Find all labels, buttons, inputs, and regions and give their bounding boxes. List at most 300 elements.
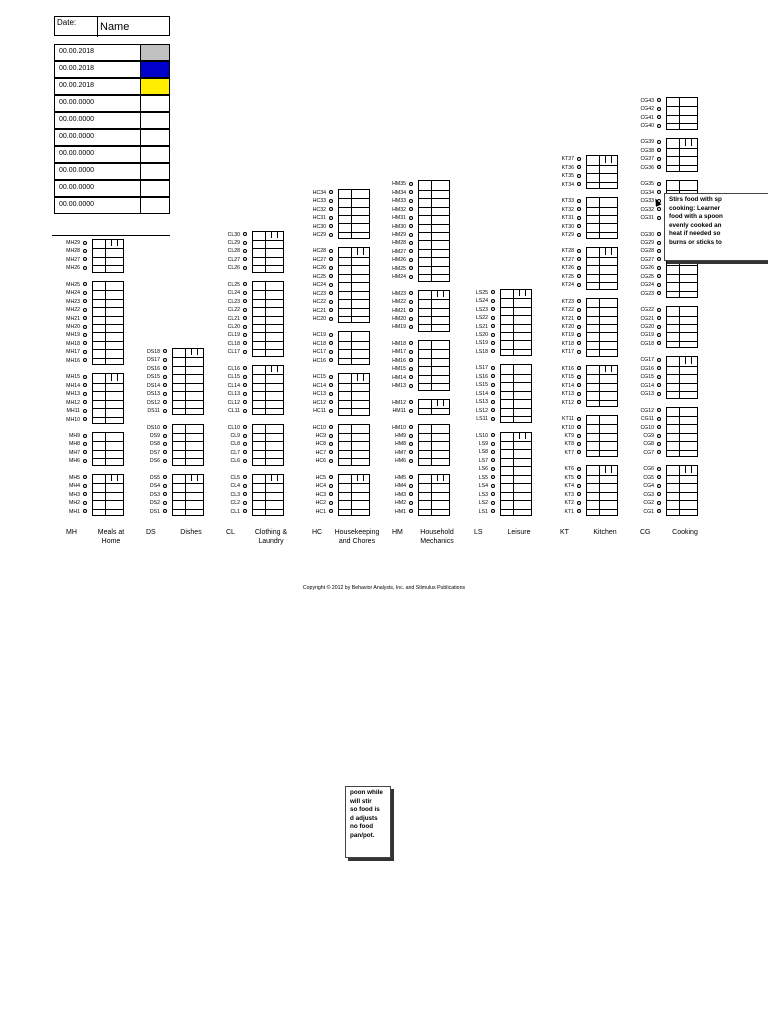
item-status-circle-icon[interactable] bbox=[491, 408, 495, 412]
item-status-circle-icon[interactable] bbox=[243, 450, 247, 454]
item-status-circle-icon[interactable] bbox=[163, 409, 167, 413]
item-status-circle-icon[interactable] bbox=[657, 366, 661, 370]
item-status-circle-icon[interactable] bbox=[163, 375, 167, 379]
item-status-circle-icon[interactable] bbox=[83, 316, 87, 320]
item-status-circle-icon[interactable] bbox=[409, 350, 413, 354]
item-status-circle-icon[interactable] bbox=[409, 367, 413, 371]
item-status-circle-icon[interactable] bbox=[657, 257, 661, 261]
item-status-circle-icon[interactable] bbox=[329, 291, 333, 295]
item-status-circle-icon[interactable] bbox=[657, 140, 661, 144]
item-status-circle-icon[interactable] bbox=[577, 249, 581, 253]
item-status-circle-icon[interactable] bbox=[243, 350, 247, 354]
item-status-circle-icon[interactable] bbox=[329, 400, 333, 404]
item-status-circle-icon[interactable] bbox=[577, 165, 581, 169]
item-status-circle-icon[interactable] bbox=[329, 199, 333, 203]
item-status-circle-icon[interactable] bbox=[657, 107, 661, 111]
item-status-circle-icon[interactable] bbox=[409, 409, 413, 413]
item-status-circle-icon[interactable] bbox=[577, 174, 581, 178]
item-status-circle-icon[interactable] bbox=[83, 308, 87, 312]
item-status-circle-icon[interactable] bbox=[163, 501, 167, 505]
item-status-circle-icon[interactable] bbox=[329, 266, 333, 270]
item-status-circle-icon[interactable] bbox=[163, 425, 167, 429]
item-status-circle-icon[interactable] bbox=[491, 341, 495, 345]
item-status-circle-icon[interactable] bbox=[329, 425, 333, 429]
item-status-circle-icon[interactable] bbox=[409, 224, 413, 228]
item-status-circle-icon[interactable] bbox=[577, 233, 581, 237]
item-status-circle-icon[interactable] bbox=[409, 182, 413, 186]
item-status-circle-icon[interactable] bbox=[243, 249, 247, 253]
item-status-circle-icon[interactable] bbox=[409, 300, 413, 304]
item-status-circle-icon[interactable] bbox=[409, 317, 413, 321]
item-status-circle-icon[interactable] bbox=[243, 341, 247, 345]
score-box[interactable] bbox=[172, 474, 204, 516]
item-status-circle-icon[interactable] bbox=[657, 492, 661, 496]
item-status-circle-icon[interactable] bbox=[491, 458, 495, 462]
item-status-circle-icon[interactable] bbox=[243, 484, 247, 488]
legend-date[interactable]: 00.00.0000 bbox=[59, 167, 95, 174]
item-status-circle-icon[interactable] bbox=[329, 358, 333, 362]
item-status-circle-icon[interactable] bbox=[657, 190, 661, 194]
score-box[interactable] bbox=[500, 364, 532, 423]
item-status-circle-icon[interactable] bbox=[491, 374, 495, 378]
score-box[interactable] bbox=[586, 465, 618, 516]
score-box[interactable] bbox=[92, 432, 124, 466]
item-status-circle-icon[interactable] bbox=[577, 299, 581, 303]
item-status-circle-icon[interactable] bbox=[409, 325, 413, 329]
item-status-circle-icon[interactable] bbox=[243, 299, 247, 303]
legend-date[interactable]: 00.00.0000 bbox=[59, 133, 95, 140]
item-status-circle-icon[interactable] bbox=[329, 509, 333, 513]
item-status-circle-icon[interactable] bbox=[657, 291, 661, 295]
item-status-circle-icon[interactable] bbox=[83, 434, 87, 438]
item-status-circle-icon[interactable] bbox=[657, 98, 661, 102]
item-status-circle-icon[interactable] bbox=[409, 190, 413, 194]
item-status-circle-icon[interactable] bbox=[83, 409, 87, 413]
item-status-circle-icon[interactable] bbox=[243, 257, 247, 261]
score-box[interactable] bbox=[666, 356, 698, 398]
score-box[interactable] bbox=[92, 239, 124, 273]
item-status-circle-icon[interactable] bbox=[491, 433, 495, 437]
item-status-circle-icon[interactable] bbox=[577, 157, 581, 161]
item-status-circle-icon[interactable] bbox=[329, 434, 333, 438]
legend-date[interactable]: 00.00.2018 bbox=[59, 65, 95, 72]
item-status-circle-icon[interactable] bbox=[409, 275, 413, 279]
item-status-circle-icon[interactable] bbox=[83, 325, 87, 329]
item-status-circle-icon[interactable] bbox=[577, 509, 581, 513]
score-box[interactable] bbox=[500, 432, 532, 517]
item-status-circle-icon[interactable] bbox=[329, 333, 333, 337]
item-status-circle-icon[interactable] bbox=[657, 408, 661, 412]
item-status-circle-icon[interactable] bbox=[243, 232, 247, 236]
legend-date[interactable]: 00.00.2018 bbox=[59, 82, 95, 89]
item-status-circle-icon[interactable] bbox=[163, 349, 167, 353]
item-status-circle-icon[interactable] bbox=[329, 409, 333, 413]
item-status-circle-icon[interactable] bbox=[491, 316, 495, 320]
item-status-circle-icon[interactable] bbox=[657, 241, 661, 245]
item-status-circle-icon[interactable] bbox=[657, 341, 661, 345]
legend-date[interactable]: 00.00.2018 bbox=[59, 48, 95, 55]
item-status-circle-icon[interactable] bbox=[577, 325, 581, 329]
score-box[interactable] bbox=[338, 424, 370, 466]
item-status-circle-icon[interactable] bbox=[657, 450, 661, 454]
item-status-circle-icon[interactable] bbox=[163, 358, 167, 362]
item-status-circle-icon[interactable] bbox=[163, 366, 167, 370]
item-status-circle-icon[interactable] bbox=[657, 475, 661, 479]
legend-date[interactable]: 00.00.0000 bbox=[59, 201, 95, 208]
item-status-circle-icon[interactable] bbox=[491, 400, 495, 404]
score-box[interactable] bbox=[92, 373, 124, 424]
item-status-circle-icon[interactable] bbox=[577, 182, 581, 186]
item-status-circle-icon[interactable] bbox=[329, 450, 333, 454]
item-status-circle-icon[interactable] bbox=[83, 249, 87, 253]
item-status-circle-icon[interactable] bbox=[657, 509, 661, 513]
name-field[interactable]: Name bbox=[97, 17, 171, 37]
item-status-circle-icon[interactable] bbox=[83, 475, 87, 479]
item-status-circle-icon[interactable] bbox=[329, 375, 333, 379]
item-status-circle-icon[interactable] bbox=[83, 375, 87, 379]
item-status-circle-icon[interactable] bbox=[163, 442, 167, 446]
item-status-circle-icon[interactable] bbox=[409, 249, 413, 253]
item-status-circle-icon[interactable] bbox=[329, 257, 333, 261]
item-status-circle-icon[interactable] bbox=[409, 492, 413, 496]
score-box[interactable] bbox=[252, 281, 284, 357]
item-status-circle-icon[interactable] bbox=[577, 308, 581, 312]
score-box[interactable] bbox=[586, 197, 618, 239]
item-status-circle-icon[interactable] bbox=[577, 366, 581, 370]
item-status-circle-icon[interactable] bbox=[409, 258, 413, 262]
item-status-circle-icon[interactable] bbox=[163, 492, 167, 496]
item-status-circle-icon[interactable] bbox=[329, 484, 333, 488]
score-box[interactable] bbox=[418, 180, 450, 281]
item-status-circle-icon[interactable] bbox=[409, 400, 413, 404]
item-status-circle-icon[interactable] bbox=[83, 291, 87, 295]
item-status-circle-icon[interactable] bbox=[657, 216, 661, 220]
item-status-circle-icon[interactable] bbox=[491, 383, 495, 387]
item-status-circle-icon[interactable] bbox=[329, 274, 333, 278]
item-status-circle-icon[interactable] bbox=[163, 392, 167, 396]
item-status-circle-icon[interactable] bbox=[163, 459, 167, 463]
item-status-circle-icon[interactable] bbox=[329, 283, 333, 287]
item-status-circle-icon[interactable] bbox=[329, 300, 333, 304]
item-status-circle-icon[interactable] bbox=[491, 366, 495, 370]
score-box[interactable] bbox=[418, 424, 450, 466]
score-box[interactable] bbox=[338, 189, 370, 240]
item-status-circle-icon[interactable] bbox=[243, 383, 247, 387]
item-status-circle-icon[interactable] bbox=[163, 434, 167, 438]
item-status-circle-icon[interactable] bbox=[577, 501, 581, 505]
score-box[interactable] bbox=[252, 474, 284, 516]
item-status-circle-icon[interactable] bbox=[243, 266, 247, 270]
item-status-circle-icon[interactable] bbox=[243, 409, 247, 413]
score-box[interactable] bbox=[666, 306, 698, 348]
item-status-circle-icon[interactable] bbox=[329, 350, 333, 354]
score-box[interactable] bbox=[338, 373, 370, 415]
item-status-circle-icon[interactable] bbox=[577, 417, 581, 421]
item-status-circle-icon[interactable] bbox=[243, 501, 247, 505]
item-status-circle-icon[interactable] bbox=[243, 316, 247, 320]
item-status-circle-icon[interactable] bbox=[409, 207, 413, 211]
item-status-circle-icon[interactable] bbox=[329, 308, 333, 312]
item-status-circle-icon[interactable] bbox=[243, 366, 247, 370]
item-status-circle-icon[interactable] bbox=[83, 257, 87, 261]
score-box[interactable] bbox=[586, 247, 618, 289]
item-status-circle-icon[interactable] bbox=[577, 274, 581, 278]
item-status-circle-icon[interactable] bbox=[657, 501, 661, 505]
item-status-circle-icon[interactable] bbox=[163, 509, 167, 513]
item-status-circle-icon[interactable] bbox=[83, 350, 87, 354]
item-status-circle-icon[interactable] bbox=[491, 450, 495, 454]
item-status-circle-icon[interactable] bbox=[83, 459, 87, 463]
item-status-circle-icon[interactable] bbox=[491, 333, 495, 337]
item-status-circle-icon[interactable] bbox=[163, 475, 167, 479]
score-box[interactable] bbox=[338, 474, 370, 516]
item-status-circle-icon[interactable] bbox=[83, 299, 87, 303]
item-status-circle-icon[interactable] bbox=[83, 484, 87, 488]
item-status-circle-icon[interactable] bbox=[657, 308, 661, 312]
item-status-circle-icon[interactable] bbox=[409, 475, 413, 479]
item-status-circle-icon[interactable] bbox=[329, 475, 333, 479]
item-status-circle-icon[interactable] bbox=[657, 425, 661, 429]
item-status-circle-icon[interactable] bbox=[491, 509, 495, 513]
item-status-circle-icon[interactable] bbox=[657, 467, 661, 471]
score-box[interactable] bbox=[666, 97, 698, 131]
score-box[interactable] bbox=[418, 474, 450, 516]
item-status-circle-icon[interactable] bbox=[491, 484, 495, 488]
item-status-circle-icon[interactable] bbox=[577, 341, 581, 345]
item-status-circle-icon[interactable] bbox=[83, 442, 87, 446]
item-status-circle-icon[interactable] bbox=[577, 283, 581, 287]
item-status-circle-icon[interactable] bbox=[163, 484, 167, 488]
item-status-circle-icon[interactable] bbox=[577, 442, 581, 446]
item-status-circle-icon[interactable] bbox=[409, 358, 413, 362]
item-status-circle-icon[interactable] bbox=[83, 417, 87, 421]
item-status-circle-icon[interactable] bbox=[491, 442, 495, 446]
item-status-circle-icon[interactable] bbox=[243, 325, 247, 329]
item-status-circle-icon[interactable] bbox=[657, 417, 661, 421]
item-status-circle-icon[interactable] bbox=[243, 459, 247, 463]
score-box[interactable] bbox=[586, 415, 618, 457]
item-status-circle-icon[interactable] bbox=[409, 450, 413, 454]
score-box[interactable] bbox=[500, 289, 532, 357]
item-status-circle-icon[interactable] bbox=[83, 333, 87, 337]
item-status-circle-icon[interactable] bbox=[243, 308, 247, 312]
item-status-circle-icon[interactable] bbox=[83, 492, 87, 496]
item-status-circle-icon[interactable] bbox=[329, 233, 333, 237]
legend-date[interactable]: 00.00.0000 bbox=[59, 184, 95, 191]
item-status-circle-icon[interactable] bbox=[83, 383, 87, 387]
item-status-circle-icon[interactable] bbox=[577, 316, 581, 320]
item-status-circle-icon[interactable] bbox=[243, 434, 247, 438]
item-status-circle-icon[interactable] bbox=[83, 266, 87, 270]
item-status-circle-icon[interactable] bbox=[577, 400, 581, 404]
item-status-circle-icon[interactable] bbox=[243, 291, 247, 295]
item-status-circle-icon[interactable] bbox=[491, 349, 495, 353]
score-box[interactable] bbox=[338, 331, 370, 365]
item-status-circle-icon[interactable] bbox=[83, 400, 87, 404]
item-status-circle-icon[interactable] bbox=[491, 467, 495, 471]
item-status-circle-icon[interactable] bbox=[83, 392, 87, 396]
item-status-circle-icon[interactable] bbox=[577, 257, 581, 261]
item-status-circle-icon[interactable] bbox=[243, 282, 247, 286]
item-status-circle-icon[interactable] bbox=[657, 266, 661, 270]
item-status-circle-icon[interactable] bbox=[657, 157, 661, 161]
item-status-circle-icon[interactable] bbox=[83, 450, 87, 454]
item-status-circle-icon[interactable] bbox=[329, 501, 333, 505]
item-status-circle-icon[interactable] bbox=[577, 450, 581, 454]
item-status-circle-icon[interactable] bbox=[409, 459, 413, 463]
item-status-circle-icon[interactable] bbox=[329, 341, 333, 345]
item-status-circle-icon[interactable] bbox=[163, 450, 167, 454]
item-status-circle-icon[interactable] bbox=[83, 282, 87, 286]
item-status-circle-icon[interactable] bbox=[243, 425, 247, 429]
item-status-circle-icon[interactable] bbox=[409, 442, 413, 446]
item-status-circle-icon[interactable] bbox=[83, 509, 87, 513]
item-status-circle-icon[interactable] bbox=[243, 241, 247, 245]
item-status-circle-icon[interactable] bbox=[577, 467, 581, 471]
item-status-circle-icon[interactable] bbox=[243, 492, 247, 496]
item-status-circle-icon[interactable] bbox=[329, 383, 333, 387]
score-box[interactable] bbox=[92, 281, 124, 366]
item-status-circle-icon[interactable] bbox=[657, 375, 661, 379]
item-status-circle-icon[interactable] bbox=[83, 341, 87, 345]
item-status-circle-icon[interactable] bbox=[329, 442, 333, 446]
item-status-circle-icon[interactable] bbox=[657, 392, 661, 396]
score-box[interactable] bbox=[666, 407, 698, 458]
item-status-circle-icon[interactable] bbox=[657, 232, 661, 236]
item-status-circle-icon[interactable] bbox=[657, 316, 661, 320]
item-status-circle-icon[interactable] bbox=[243, 333, 247, 337]
item-status-circle-icon[interactable] bbox=[577, 216, 581, 220]
item-status-circle-icon[interactable] bbox=[657, 283, 661, 287]
score-box[interactable] bbox=[418, 290, 450, 332]
score-box[interactable] bbox=[666, 465, 698, 516]
item-status-circle-icon[interactable] bbox=[329, 190, 333, 194]
item-status-circle-icon[interactable] bbox=[329, 317, 333, 321]
item-status-circle-icon[interactable] bbox=[577, 266, 581, 270]
score-box[interactable] bbox=[666, 138, 698, 172]
item-status-circle-icon[interactable] bbox=[657, 434, 661, 438]
item-status-circle-icon[interactable] bbox=[491, 492, 495, 496]
item-status-circle-icon[interactable] bbox=[163, 400, 167, 404]
item-status-circle-icon[interactable] bbox=[491, 307, 495, 311]
item-status-circle-icon[interactable] bbox=[329, 392, 333, 396]
item-status-circle-icon[interactable] bbox=[243, 400, 247, 404]
item-status-circle-icon[interactable] bbox=[577, 484, 581, 488]
item-status-circle-icon[interactable] bbox=[243, 375, 247, 379]
item-status-circle-icon[interactable] bbox=[329, 249, 333, 253]
item-status-circle-icon[interactable] bbox=[329, 224, 333, 228]
score-box[interactable] bbox=[338, 247, 370, 323]
item-status-circle-icon[interactable] bbox=[657, 383, 661, 387]
item-status-circle-icon[interactable] bbox=[409, 509, 413, 513]
item-status-circle-icon[interactable] bbox=[329, 492, 333, 496]
item-status-circle-icon[interactable] bbox=[83, 501, 87, 505]
item-status-circle-icon[interactable] bbox=[491, 417, 495, 421]
item-status-circle-icon[interactable] bbox=[577, 434, 581, 438]
item-status-circle-icon[interactable] bbox=[409, 266, 413, 270]
item-status-circle-icon[interactable] bbox=[577, 333, 581, 337]
item-status-circle-icon[interactable] bbox=[243, 509, 247, 513]
item-status-circle-icon[interactable] bbox=[409, 384, 413, 388]
item-status-circle-icon[interactable] bbox=[657, 274, 661, 278]
item-status-circle-icon[interactable] bbox=[491, 290, 495, 294]
score-box[interactable] bbox=[172, 348, 204, 416]
item-status-circle-icon[interactable] bbox=[243, 475, 247, 479]
item-status-circle-icon[interactable] bbox=[409, 308, 413, 312]
item-status-circle-icon[interactable] bbox=[491, 299, 495, 303]
item-status-circle-icon[interactable] bbox=[243, 442, 247, 446]
score-box[interactable] bbox=[252, 231, 284, 273]
score-box[interactable] bbox=[586, 365, 618, 407]
item-status-circle-icon[interactable] bbox=[409, 241, 413, 245]
item-status-circle-icon[interactable] bbox=[657, 249, 661, 253]
item-status-circle-icon[interactable] bbox=[577, 375, 581, 379]
item-status-circle-icon[interactable] bbox=[329, 216, 333, 220]
item-status-circle-icon[interactable] bbox=[409, 375, 413, 379]
item-status-circle-icon[interactable] bbox=[491, 501, 495, 505]
item-status-circle-icon[interactable] bbox=[409, 341, 413, 345]
item-status-circle-icon[interactable] bbox=[329, 207, 333, 211]
item-status-circle-icon[interactable] bbox=[163, 383, 167, 387]
item-status-circle-icon[interactable] bbox=[409, 425, 413, 429]
item-status-circle-icon[interactable] bbox=[409, 434, 413, 438]
item-status-circle-icon[interactable] bbox=[409, 291, 413, 295]
item-status-circle-icon[interactable] bbox=[409, 199, 413, 203]
item-status-circle-icon[interactable] bbox=[409, 501, 413, 505]
score-box[interactable] bbox=[586, 155, 618, 189]
item-status-circle-icon[interactable] bbox=[491, 475, 495, 479]
item-status-circle-icon[interactable] bbox=[491, 324, 495, 328]
score-box[interactable] bbox=[92, 474, 124, 516]
score-box[interactable] bbox=[252, 424, 284, 466]
item-status-circle-icon[interactable] bbox=[657, 333, 661, 337]
item-status-circle-icon[interactable] bbox=[657, 115, 661, 119]
item-status-circle-icon[interactable] bbox=[329, 459, 333, 463]
item-status-circle-icon[interactable] bbox=[409, 484, 413, 488]
item-status-circle-icon[interactable] bbox=[577, 199, 581, 203]
score-box[interactable] bbox=[252, 365, 284, 416]
item-status-circle-icon[interactable] bbox=[491, 391, 495, 395]
item-status-circle-icon[interactable] bbox=[657, 165, 661, 169]
item-status-circle-icon[interactable] bbox=[409, 216, 413, 220]
item-status-circle-icon[interactable] bbox=[577, 492, 581, 496]
item-status-circle-icon[interactable] bbox=[657, 124, 661, 128]
item-status-circle-icon[interactable] bbox=[657, 148, 661, 152]
item-status-circle-icon[interactable] bbox=[657, 358, 661, 362]
item-status-circle-icon[interactable] bbox=[577, 383, 581, 387]
score-box[interactable] bbox=[172, 424, 204, 466]
item-status-circle-icon[interactable] bbox=[657, 484, 661, 488]
item-status-circle-icon[interactable] bbox=[657, 182, 661, 186]
item-status-circle-icon[interactable] bbox=[409, 233, 413, 237]
score-box[interactable] bbox=[418, 340, 450, 391]
legend-date[interactable]: 00.00.0000 bbox=[59, 116, 95, 123]
item-status-circle-icon[interactable] bbox=[577, 425, 581, 429]
item-status-circle-icon[interactable] bbox=[577, 224, 581, 228]
item-status-circle-icon[interactable] bbox=[577, 350, 581, 354]
item-status-circle-icon[interactable] bbox=[83, 241, 87, 245]
legend-date[interactable]: 00.00.0000 bbox=[59, 150, 95, 157]
item-status-circle-icon[interactable] bbox=[577, 475, 581, 479]
item-status-circle-icon[interactable] bbox=[657, 207, 661, 211]
score-box[interactable] bbox=[418, 399, 450, 416]
item-status-circle-icon[interactable] bbox=[83, 358, 87, 362]
item-status-circle-icon[interactable] bbox=[243, 392, 247, 396]
item-status-circle-icon[interactable] bbox=[577, 392, 581, 396]
item-status-circle-icon[interactable] bbox=[657, 325, 661, 329]
score-box[interactable] bbox=[586, 298, 618, 357]
item-status-circle-icon[interactable] bbox=[577, 207, 581, 211]
